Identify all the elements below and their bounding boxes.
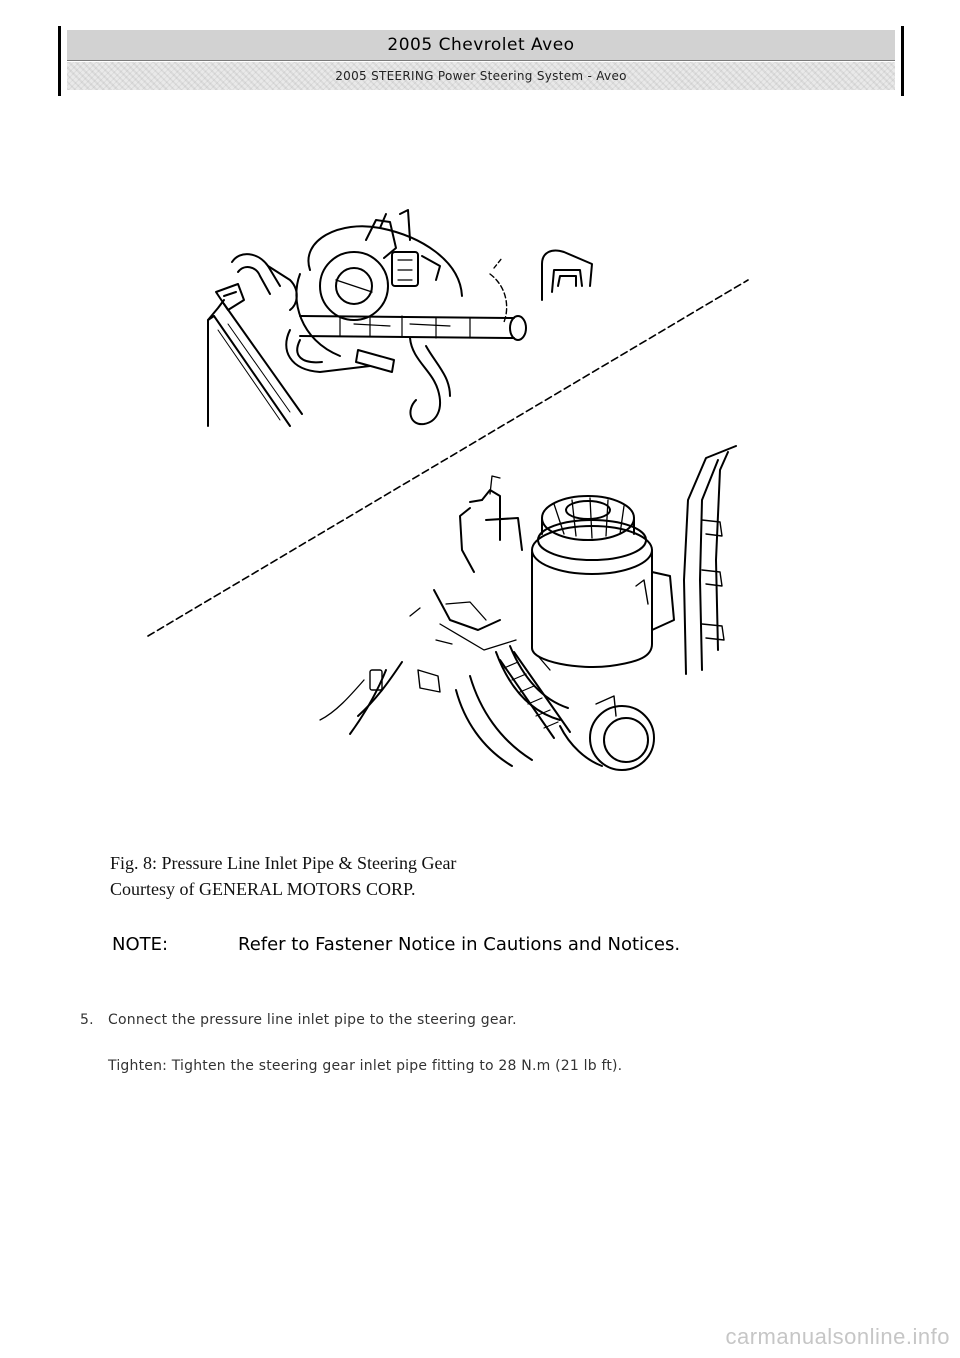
figure-caption-title: Fig. 8: Pressure Line Inlet Pipe & Steering Gear bbox=[110, 853, 457, 873]
separator-line bbox=[148, 280, 748, 636]
top-detail bbox=[208, 210, 592, 426]
page-header bbox=[58, 26, 904, 96]
watermark: carmanualsonline.info bbox=[725, 1324, 950, 1349]
step-number: 5. bbox=[80, 1012, 94, 1028]
figure-caption-credit: Courtesy of GENERAL MOTORS CORP. bbox=[110, 879, 416, 899]
step-text: Connect the pressure line inlet pipe to the steering gear. bbox=[108, 1012, 517, 1028]
bottom-detail bbox=[320, 446, 736, 770]
tighten-spec: Tighten: Tighten the steering gear inlet pipe fitting to 28 N.m (21 lb ft). bbox=[108, 1058, 623, 1074]
note-label: NOTE: bbox=[112, 934, 169, 955]
note-text: Refer to Fastener Notice in Cautions and Notices. bbox=[238, 934, 681, 955]
header-subtitle: 2005 STEERING Power Steering System - Aveo bbox=[67, 62, 895, 90]
figure-caption bbox=[110, 850, 456, 902]
procedure-step bbox=[80, 1012, 517, 1028]
header-title: 2005 Chevrolet Aveo bbox=[67, 30, 895, 61]
steering-illustration bbox=[140, 200, 760, 800]
